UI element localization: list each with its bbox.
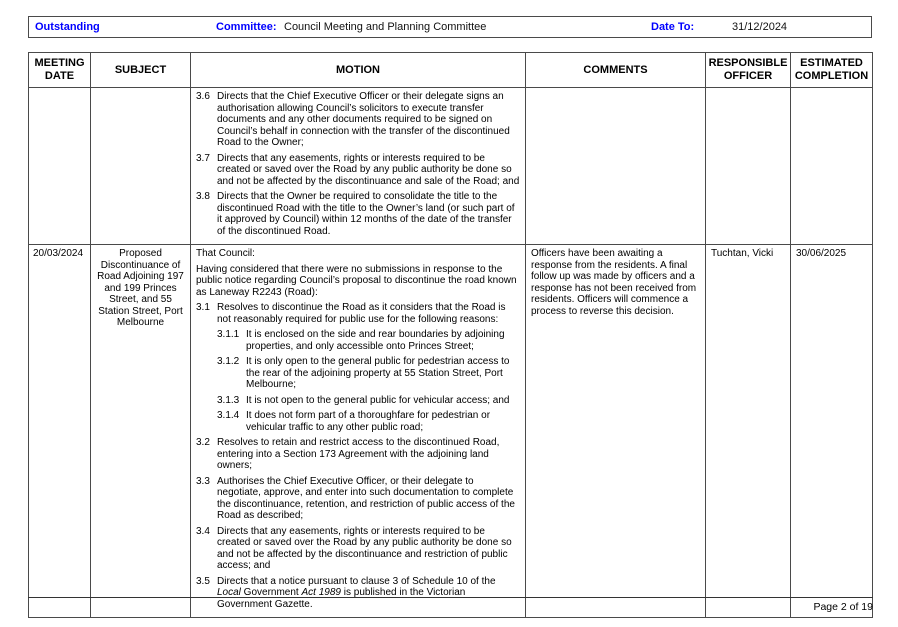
table-row [29, 88, 873, 245]
meeting-date-cell [29, 88, 91, 245]
motion-item [196, 91, 520, 149]
actions-table [28, 52, 873, 618]
motion-item-text: Directs that any easements, rights or interests required to be created or saved over the Road by any public authority be done so and not be affected by the discontinuance and sale of the Road; and [217, 152, 520, 187]
motion-cell [191, 245, 526, 618]
motion-item [217, 410, 520, 433]
column-header: COMMENTS [526, 53, 706, 88]
motion-paragraph: Having considered that there were no submissions in response to the public notice regarding Council’s proposal to discontinue the road known as Laneway R2243 (Road): [196, 263, 517, 298]
report-header-bar [28, 16, 872, 38]
motion-item-text: Directs that the Chief Executive Officer or their delegate signs an authorisation allowing Council’s solicitors to execute transfer documents and any other documents required to be signed on Council’s behalf in connection with the transfer of the discontinued Road to the Owner; [217, 91, 510, 148]
report-status-label: Outstanding [35, 21, 100, 33]
motion-item-number: 3.1.4 [217, 410, 240, 421]
motion-item [196, 302, 520, 325]
motion-item-text: It does not form part of a thoroughfare for pedestrian or vehicular traffic to any other public road; [246, 410, 491, 433]
subject-cell [91, 88, 191, 245]
column-header: SUBJECT [91, 53, 191, 88]
motion-item-number: 3.1.2 [217, 356, 240, 367]
motion-item-text: Directs that any easements, rights or interests required to be created or saved over the Road by any public authority be done so and not be affected by the discontinuance and restriction of public access; and [217, 525, 512, 571]
motion-item [196, 191, 520, 237]
motion-item-text: It is enclosed on the side and rear boundaries by adjoining properties, and only accessible onto Princes Street; [246, 329, 505, 352]
motion-item-text: Resolves to discontinue the Road as it considers that the Road is not reasonably required for public use for the following reasons: [217, 302, 506, 325]
motion-item-number: 3.5 [196, 575, 210, 587]
table-row [29, 245, 873, 618]
footer-divider [28, 597, 873, 598]
motion-item-number: 3.7 [196, 152, 210, 164]
motion-item-text: It is not open to the general public for vehicular access; and [246, 394, 510, 406]
responsible-officer-cell: Tuchtan, Vicki [706, 245, 791, 618]
comments-cell [526, 88, 706, 245]
committee-label: Committee: [216, 21, 277, 33]
column-header: MEETING DATE [29, 53, 91, 88]
motion-item-number: 3.8 [196, 191, 210, 202]
motion-item-number: 3.6 [196, 91, 210, 102]
motion-item [217, 356, 520, 391]
table-body [29, 88, 873, 618]
motion-item-number: 3.2 [196, 437, 210, 448]
date-to-label: Date To: [651, 21, 695, 33]
motion-item-number: 3.1.1 [217, 329, 240, 340]
table-header-row [29, 53, 873, 88]
motion-item [217, 395, 520, 407]
estimated-completion-cell [791, 88, 873, 245]
motion-item-number: 3.4 [196, 525, 210, 537]
motion-item [196, 476, 520, 522]
column-header: MOTION [191, 53, 526, 88]
motion-item-text: It is only open to the general public for pedestrian access to the rear of the adjoining property at 55 Station Street, Port Melbourne; [246, 356, 510, 390]
committee-value: Council Meeting and Planning Committee [284, 21, 487, 33]
motion-item [196, 153, 520, 188]
motion-item [196, 437, 520, 472]
motion-paragraph: That Council: [196, 248, 255, 259]
motion-item-number: 3.1 [196, 302, 210, 313]
subject-cell: Proposed Discontinuance of Road Adjoining 197 and 199 Princes Street, and 55 Station Street, Port Melbourne [91, 245, 191, 618]
motion-item [217, 329, 520, 352]
estimated-completion-cell: 30/06/2025 [791, 245, 873, 618]
page-number: Page 2 of 19 [813, 601, 873, 613]
meeting-date-cell: 20/03/2024 [29, 245, 91, 618]
motion-item [196, 526, 520, 572]
motion-item-number: 3.3 [196, 475, 210, 487]
motion-item-text: Directs that a notice pursuant to clause 3 of Schedule 10 of the Local Government Act 1989 is published in the Victorian Government Gazette. [217, 575, 496, 610]
motion-item-text: Resolves to retain and restrict access to the discontinued Road, entering into a Section 173 Agreement with the adjoining land owners; [217, 437, 500, 471]
comments-cell: Officers have been awaiting a response from the residents. A final follow up was made by officers and a response has not been received from residents. Officers will commence a process to reverse this decision. [526, 245, 706, 618]
motion-item-text: Directs that the Owner be required to consolidate the title to the discontinued Road with the title to the Owner’s land (or such part of it approved by Council) within 12 months of the date of the transfer of the discontinued Road. [217, 191, 515, 237]
motion-item-text: Authorises the Chief Executive Officer, or their delegate to negotiate, approve, and enter into such documentation to complete the discontinuance, retention, and restriction of public access of the Road as described; [217, 475, 515, 521]
column-header: ESTIMATED COMPLETION [791, 53, 873, 88]
date-to-value: 31/12/2024 [732, 21, 788, 33]
column-header: RESPONSIBLE OFFICER [706, 53, 791, 88]
motion-item-number: 3.1.3 [217, 394, 240, 406]
motion-cell [191, 88, 526, 245]
responsible-officer-cell [706, 88, 791, 245]
